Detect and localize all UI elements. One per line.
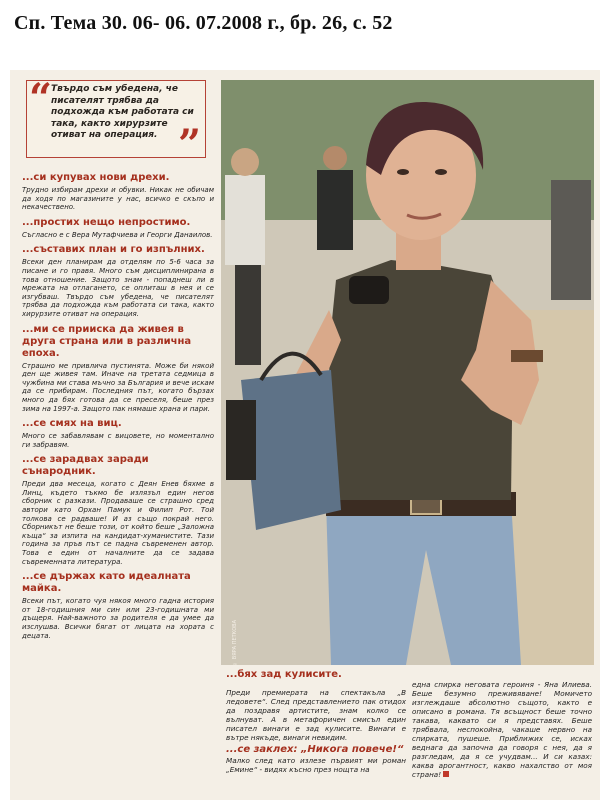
section-heading: ...се смях на виц. bbox=[22, 418, 122, 430]
section-text: Всеки път, когато чуя някоя много гадна история от 18-годишния ми син или 23-годишната ми дъщеря. Най-важното за родителя е да умее да изслушва. Всички бягат от лицата на хората с децата. bbox=[22, 597, 214, 640]
citation: Сп. Тема 30. 06- 06. 07.2008 г., бр. 26, с. 52 bbox=[14, 12, 393, 34]
pull-quote-text: Твърдо съм убедена, че писателят трябва да подхожда към работата си така, както хирурзите отиват на операция. bbox=[51, 84, 194, 140]
portrait-illustration bbox=[221, 80, 594, 665]
section-text: Преди два месеца, когато с Деян Енев бяхме в Линц, където тъкмо бе излязъл един негов сборник с разкази. Продаваше се страшно сред автори като Орхан Памук и Филип Рот. Той толкова се радваше! И аз също покрай него. Сборникът не беше този, от който беше „Заложна къща“ за изпита на кандидат-хуманистите. Тази година за пръв път се падна съвременен автор. Това е един от началните да се задава съвременната литература. bbox=[22, 480, 214, 566]
section-text: Трудно избирам дрехи и обувки. Никак не обичам да ходя по магазините у нас, всичко е скъпо и некачествено. bbox=[22, 186, 214, 212]
section-text: Страшно ме привлича пустинята. Може би някой ден ще живея там. Иначе на третата седмица в чужбина ми става мъчно за България и вече искам да се прибирам. Последния път, когато бързах много да бях готова да се преселя, беше през зима на 1997-а. Защото пак нямаше храна и пари. bbox=[22, 361, 214, 413]
bottom-column-2-text: една спирка неговата героиня - Яна Илиева. Беше безумно преживяване! Момичето изглеждаше абсолютно същото, както е описано в романа. Тя всъщност беше точно такава, каквато си я представях. Беше трябвала, неспокойна, чакаше нервно на спирката, пушеше. Приближих се, исках веднага да започна да говоря с нея, да я разгледам, да я се учудвам... И си казах: каква арогантност, какво нахалство от моя страна! bbox=[412, 680, 592, 779]
section-heading: ...се зарадвах заради сънародник. bbox=[22, 454, 149, 478]
left-column bbox=[22, 172, 214, 645]
bottom-column-1b-text: Малко след като излезе първият ми роман „Емине“ - видях късно през нощта на bbox=[226, 756, 406, 774]
section-heading: ...съставих план и го изпълних. bbox=[22, 244, 205, 256]
section-text: Всеки ден планирам да отделям по 5-6 часа за писане и го правя. Много съм дисциплинирана в това отношение. Защото знам - попаднеш ли в мрежата на отлагането, се оплиташ в нея и се изгубваш. Твърдо съм убедена, че писателят трябва да подхожда към работата си така, както хирурзите отиват на операция. bbox=[22, 258, 214, 318]
bottom-column-1-text: Преди премиерата на спектакъла „В ледовете“. След представлението пак отидох да поздравя артистите, знам колко се вълнуват. А в метафоричен смисъл един писател винаги е зад кулисите. Винаги е вътре някъде, винаги невидим. bbox=[226, 688, 406, 742]
pull-quote bbox=[26, 75, 206, 168]
photo-credit: © ВЯРА ПЕТКОВА bbox=[232, 620, 238, 667]
bottom-subheading: ...се заклех: „Никога повече!“ bbox=[226, 744, 404, 755]
end-mark-icon bbox=[443, 771, 449, 777]
bottom-column-1 bbox=[226, 688, 406, 774]
bottom-column-2 bbox=[412, 680, 592, 779]
bottom-heading: ...бях зад кулисите. bbox=[226, 669, 342, 680]
section-text: Съгласно е с Вера Мутафчиева и Георги Данаилов. bbox=[22, 230, 213, 239]
section-heading: ...простих нещо непростимо. bbox=[22, 216, 191, 228]
open-quote-icon: “ bbox=[29, 75, 53, 122]
section-text: Много се забавлявам с вицовете, но моментално ги забравям. bbox=[22, 432, 214, 449]
section-heading: ...си купувах нови дрехи. bbox=[22, 172, 170, 183]
section-heading: ...ми се прииска да живея в друга страна или в различна епоха. bbox=[22, 323, 192, 359]
portrait-photo bbox=[221, 80, 594, 665]
section-heading: ...се държах като идеалната майка. bbox=[22, 571, 191, 595]
close-quote-icon: ” bbox=[177, 121, 201, 168]
